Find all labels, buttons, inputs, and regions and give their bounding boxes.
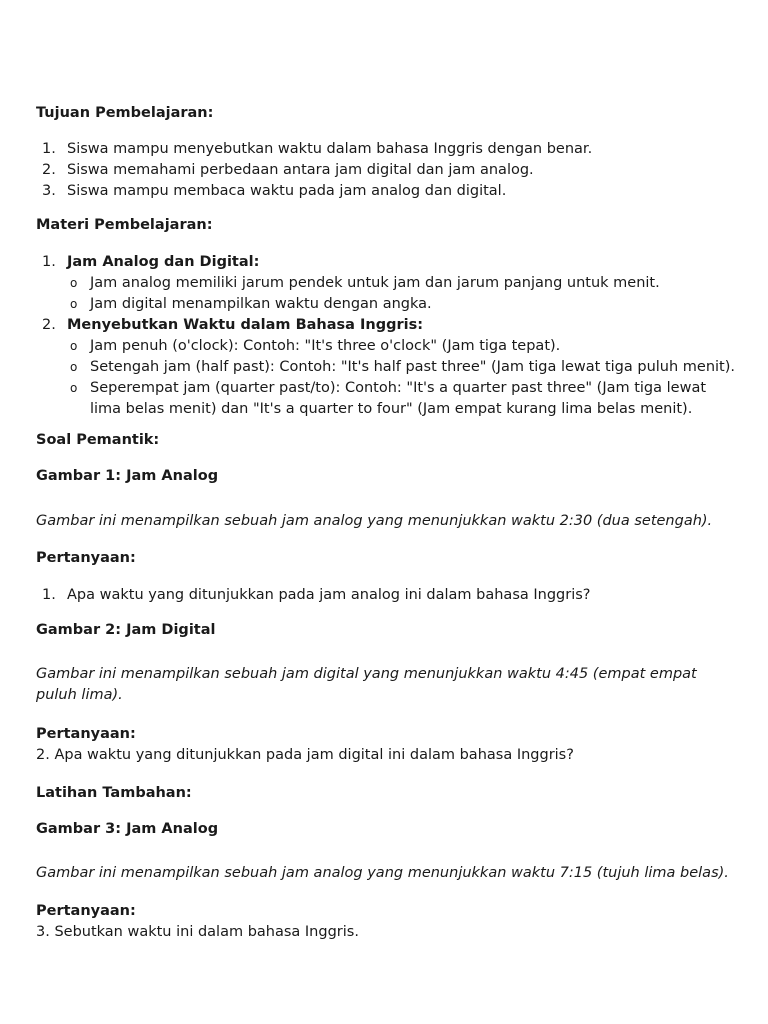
list-item <box>36 139 736 160</box>
sub-list-item-text: Jam analog memiliki jarum pendek untuk jam dan jarum panjang untuk menit. <box>90 275 660 291</box>
list-item <box>36 181 736 202</box>
list-number: 1. <box>42 587 56 603</box>
list-number: 2. <box>42 162 56 178</box>
bullet-glyph: o <box>70 297 78 311</box>
list-item-title: Jam Analog dan Digital: <box>67 254 260 270</box>
section-heading-materi: Materi Pembelajaran: <box>36 217 213 233</box>
gambar-3-title: Gambar 3: Jam Analog <box>36 821 219 837</box>
gambar-1-question-heading: Pertanyaan: <box>36 550 136 566</box>
gambar-2-question: 2. Apa waktu yang ditunjukkan pada jam digital ini dalam bahasa Inggris? <box>36 747 574 763</box>
gambar-3-question: 3. Sebutkan waktu ini dalam bahasa Inggris. <box>36 924 359 940</box>
list-item-text: Siswa mampu menyebutkan waktu dalam bahasa Inggris dengan benar. <box>67 141 593 157</box>
bullet-glyph: o <box>70 276 78 290</box>
materi-list <box>36 252 736 420</box>
sub-list-item-text: Seperempat jam (quarter past/to): Contoh: "It's a quarter past three" (Jam tiga lewat lima belas menit) dan "It's a quarter to four" (Jam empat kurang lima belas menit). <box>90 380 707 417</box>
list-number: 1. <box>42 254 56 270</box>
bullet-glyph: o <box>70 339 78 353</box>
list-item-text: Siswa mampu membaca waktu pada jam analog dan digital. <box>67 183 507 199</box>
list-number: 3. <box>42 183 56 199</box>
list-item-text: Apa waktu yang ditunjukkan pada jam analog ini dalam bahasa Inggris? <box>67 587 591 603</box>
gambar-1-question <box>36 585 736 606</box>
tujuan-list <box>36 139 736 202</box>
gambar-3-question-heading: Pertanyaan: <box>36 903 136 919</box>
bullet-glyph: o <box>70 360 78 374</box>
gambar-1-description: Gambar ini menampilkan sebuah jam analog yang menunjukkan waktu 2:30 (dua setengah). <box>36 513 713 529</box>
sub-list-item-text: Jam digital menampilkan waktu dengan angka. <box>90 296 432 312</box>
sub-list-item <box>36 378 736 420</box>
list-item <box>36 252 736 273</box>
sub-list-item <box>36 273 736 294</box>
sub-list-item <box>36 294 736 315</box>
list-item <box>36 315 736 336</box>
gambar-3-description: Gambar ini menampilkan sebuah jam analog yang menunjukkan waktu 7:15 (tujuh lima belas). <box>36 865 729 881</box>
sub-list-item-text: Jam penuh (o'clock): Contoh: "It's three o'clock" (Jam tiga tepat). <box>90 338 561 354</box>
list-item <box>36 160 736 181</box>
sub-list-item <box>36 357 736 378</box>
gambar-2-description: Gambar ini menampilkan sebuah jam digital yang menunjukkan waktu 4:45 (empat empat puluh lima). <box>36 666 697 703</box>
list-number: 1. <box>42 141 56 157</box>
section-heading-latihan: Latihan Tambahan: <box>36 785 192 801</box>
list-item-title: Menyebutkan Waktu dalam Bahasa Inggris: <box>67 317 424 333</box>
sub-list-item <box>36 336 736 357</box>
gambar-2-title: Gambar 2: Jam Digital <box>36 622 216 638</box>
list-item <box>36 585 736 606</box>
section-heading-soal: Soal Pemantik: <box>36 432 160 448</box>
gambar-2-question-heading: Pertanyaan: <box>36 726 136 742</box>
section-heading-tujuan: Tujuan Pembelajaran: <box>36 105 214 121</box>
sub-list-item-text: Setengah jam (half past): Contoh: "It's half past three" (Jam tiga lewat tiga puluh menit). <box>90 359 736 375</box>
bullet-glyph: o <box>70 381 78 395</box>
gambar-1-title: Gambar 1: Jam Analog <box>36 468 219 484</box>
list-number: 2. <box>42 317 56 333</box>
list-item-text: Siswa memahami perbedaan antara jam digital dan jam analog. <box>67 162 534 178</box>
